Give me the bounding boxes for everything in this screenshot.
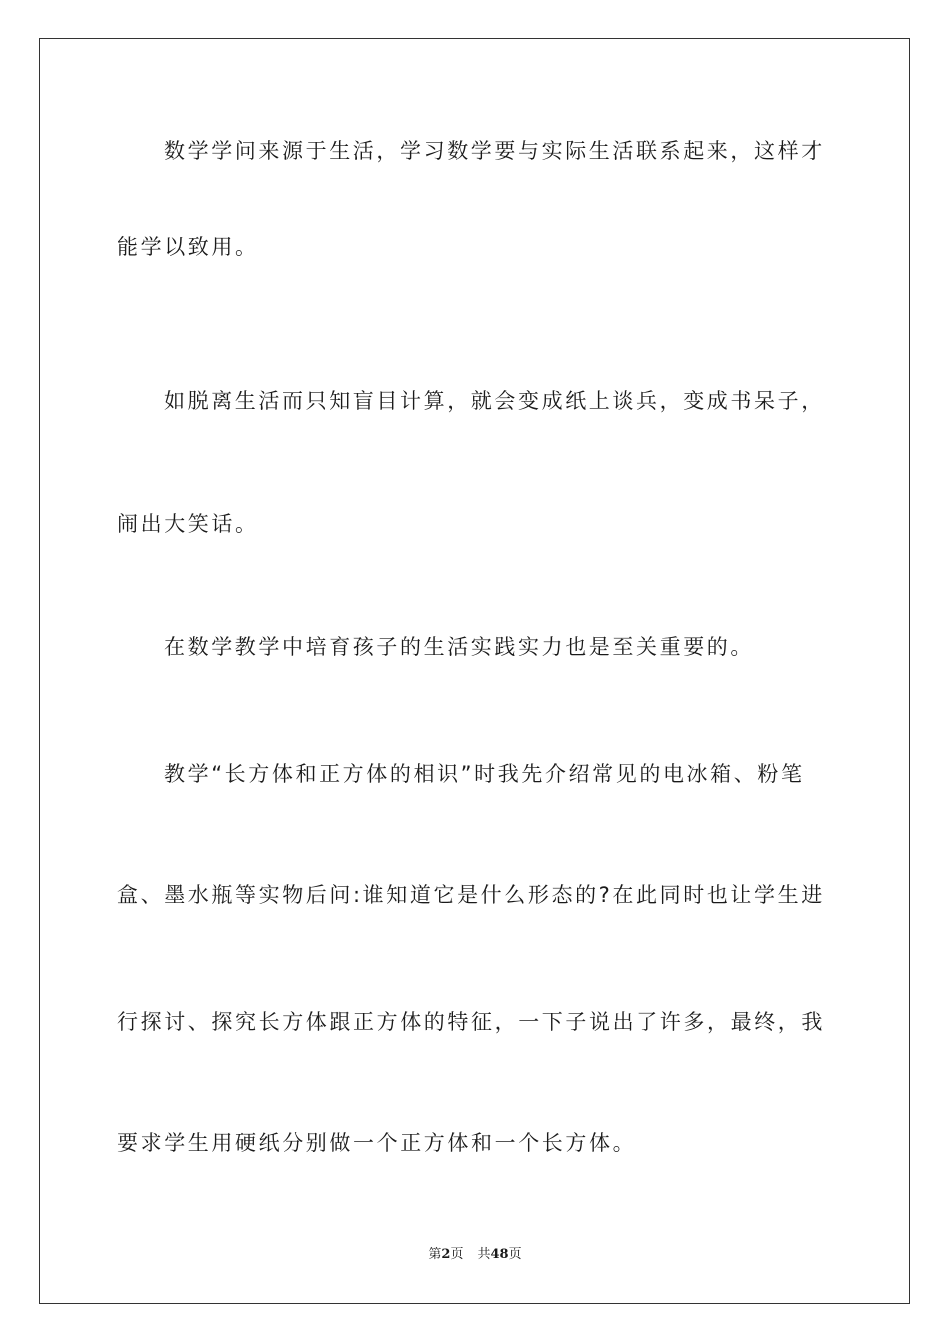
page-suffix: 页 xyxy=(450,1247,464,1262)
total-prefix: 共 xyxy=(477,1247,491,1262)
paragraph-line: 行探讨、探究长方体跟正方体的特征，一下子说出了许多，最终，我 xyxy=(117,1010,825,1034)
page-frame xyxy=(39,38,910,1304)
total-suffix: 页 xyxy=(508,1247,522,1262)
total-pages: 48 xyxy=(490,1247,509,1262)
paragraph-line: 在数学教学中培育孩子的生活实践实力也是至关重要的。 xyxy=(164,635,754,659)
paragraph-line: 能学以致用。 xyxy=(117,235,259,259)
page-footer xyxy=(0,1246,950,1264)
paragraph-line: 要求学生用硬纸分别做一个正方体和一个长方体。 xyxy=(117,1131,637,1155)
paragraph-line: 教学“长方体和正方体的相识”时我先介绍常见的电冰箱、粉笔 xyxy=(164,762,805,786)
paragraph-line: 闹出大笑话。 xyxy=(117,512,259,536)
page-prefix: 第 xyxy=(428,1247,442,1262)
paragraph-line: 如脱离生活而只知盲目计算，就会变成纸上谈兵，变成书呆子， xyxy=(164,389,825,413)
paragraph-line: 数学学问来源于生活，学习数学要与实际生活联系起来，这样才 xyxy=(164,139,825,163)
page-number: 2 xyxy=(441,1247,451,1262)
paragraph-line: 盒、墨水瓶等实物后问:谁知道它是什么形态的?在此同时也让学生进 xyxy=(117,883,825,907)
